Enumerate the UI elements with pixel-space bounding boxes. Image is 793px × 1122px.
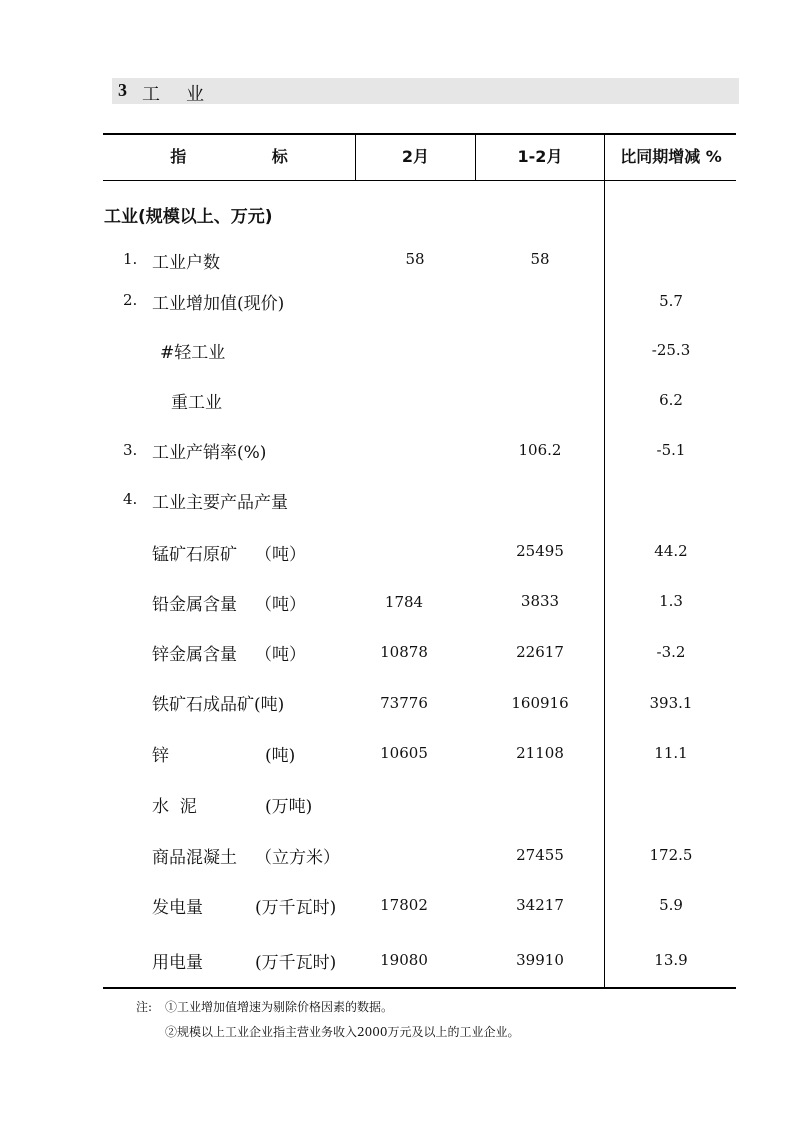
row-yoy: 1.3 bbox=[659, 592, 683, 610]
row-feb: 10878 bbox=[380, 643, 428, 661]
row-yoy: 393.1 bbox=[649, 694, 693, 712]
row-number: 4. bbox=[123, 490, 138, 508]
row-number: 3. bbox=[123, 441, 138, 459]
row-unit: (万千瓦时) bbox=[255, 953, 337, 973]
section-header-bar bbox=[112, 78, 739, 104]
header-bottom-rule bbox=[103, 180, 736, 181]
row-name: 铁矿石成品矿(吨) bbox=[152, 695, 285, 715]
row-feb: 73776 bbox=[380, 694, 428, 712]
row-jan-feb: 34217 bbox=[516, 896, 564, 914]
row-jan-feb: 106.2 bbox=[518, 441, 562, 459]
section-title: 工业 bbox=[142, 84, 230, 105]
table-bottom-rule bbox=[103, 987, 736, 989]
row-name: 锌金属含量 bbox=[152, 645, 237, 665]
row-name: 工业户数 bbox=[152, 253, 220, 273]
note-line-1: ①工业增加值增速为剔除价格因素的数据。 bbox=[165, 1000, 394, 1014]
row-unit: (万吨) bbox=[265, 797, 313, 817]
row-name: 工业增加值(现价) bbox=[152, 294, 285, 314]
row-feb: 10605 bbox=[380, 744, 428, 762]
row-name: 锰矿石原矿 bbox=[152, 545, 237, 565]
row-jan-feb: 39910 bbox=[516, 951, 564, 969]
row-unit: （吨） bbox=[255, 645, 306, 665]
row-unit: （吨） bbox=[255, 595, 306, 615]
header-yoy: 比同期增减 % bbox=[620, 147, 722, 166]
row-yoy: -25.3 bbox=[651, 341, 691, 359]
header-indicator-label: 指 标 bbox=[170, 147, 288, 166]
row-name: 重工业 bbox=[171, 393, 222, 413]
row-jan-feb: 27455 bbox=[516, 846, 564, 864]
header-feb: 2月 bbox=[401, 147, 430, 166]
row-unit: (吨) bbox=[265, 746, 296, 766]
row-jan-feb: 58 bbox=[530, 250, 550, 268]
row-yoy: -5.1 bbox=[656, 441, 686, 459]
row-name: 用电量 bbox=[152, 953, 203, 973]
row-name: 发电量 bbox=[152, 898, 203, 918]
row-unit: （立方米） bbox=[255, 848, 340, 868]
row-unit: （吨） bbox=[255, 545, 306, 565]
row-unit: (万千瓦时) bbox=[255, 898, 337, 918]
row-name: 工业主要产品产量 bbox=[152, 493, 288, 513]
row-yoy: 5.7 bbox=[659, 292, 683, 310]
row-jan-feb: 21108 bbox=[516, 744, 564, 762]
header-jan-feb: 1-2月 bbox=[517, 147, 563, 166]
row-yoy: 11.1 bbox=[654, 744, 688, 762]
row-name: 水 泥 bbox=[152, 797, 197, 817]
row-jan-feb: 3833 bbox=[520, 592, 560, 610]
header-indicator bbox=[103, 135, 355, 179]
row-yoy: 5.9 bbox=[659, 896, 683, 914]
row-feb: 19080 bbox=[380, 951, 428, 969]
row-yoy: -3.2 bbox=[656, 643, 686, 661]
row-feb: 17802 bbox=[380, 896, 428, 914]
row-name: 商品混凝土 bbox=[152, 848, 237, 868]
row-yoy: 13.9 bbox=[654, 951, 688, 969]
row-number: 1. bbox=[123, 250, 138, 268]
row-feb: 58 bbox=[405, 250, 425, 268]
row-jan-feb: 22617 bbox=[516, 643, 564, 661]
section-number: 3 bbox=[118, 80, 127, 100]
row-yoy: 6.2 bbox=[659, 391, 683, 409]
group-title: 工业(规模以上、万元) bbox=[104, 207, 273, 227]
row-feb: 1784 bbox=[384, 593, 424, 611]
row-yoy: 44.2 bbox=[654, 542, 688, 560]
row-name: #轻工业 bbox=[160, 343, 226, 363]
row-jan-feb: 25495 bbox=[516, 542, 564, 560]
row-number: 2. bbox=[123, 291, 138, 309]
note-line-2: ②规模以上工业企业指主营业务收入2000万元及以上的工业企业。 bbox=[165, 1025, 520, 1039]
row-name: 铅金属含量 bbox=[152, 595, 237, 615]
row-name: 锌 bbox=[152, 746, 169, 766]
note-prefix: 注: bbox=[136, 1000, 153, 1014]
row-jan-feb: 160916 bbox=[511, 694, 569, 712]
row-yoy: 172.5 bbox=[649, 846, 693, 864]
row-name: 工业产销率(%) bbox=[152, 443, 267, 463]
